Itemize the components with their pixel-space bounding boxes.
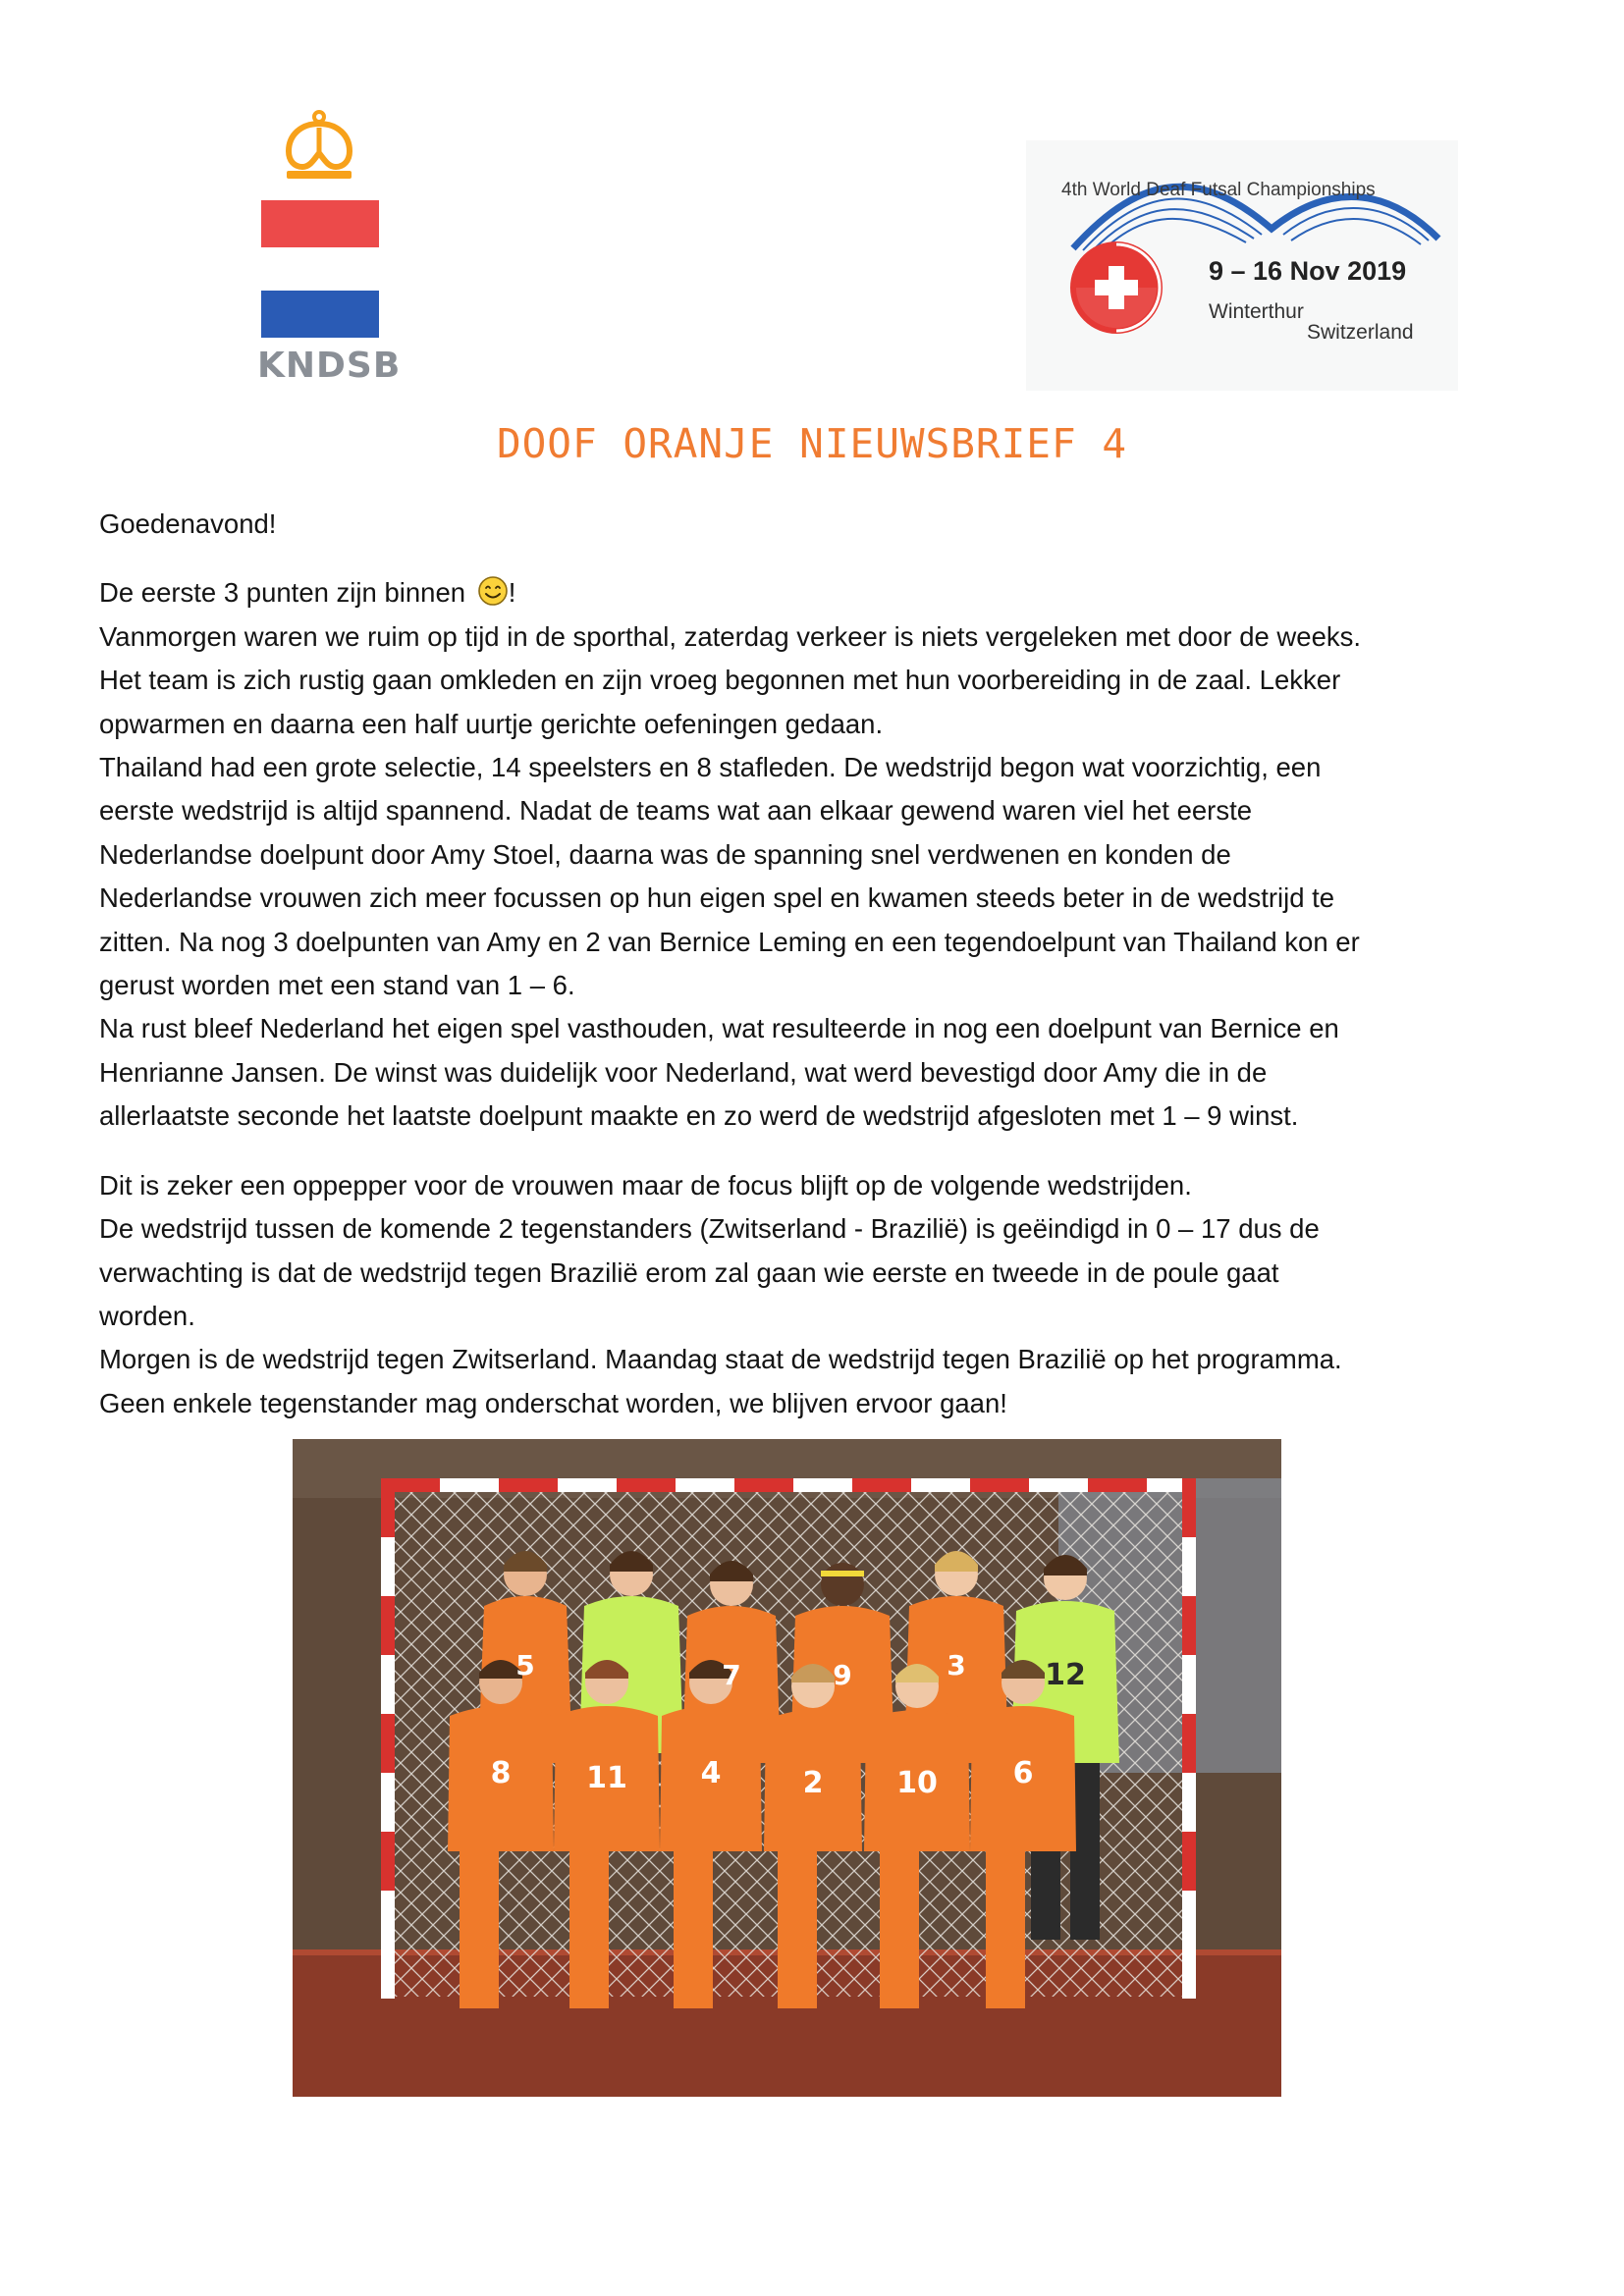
jersey-number: 3: [947, 1649, 966, 1682]
paragraph-2-line: De wedstrijd tussen de komende 2 tegenstanders (Zwitserland - Brazilië) is geëindigd in 0 – 17 dus de: [99, 1213, 1320, 1245]
jersey-number: 6: [1012, 1756, 1034, 1790]
first-line-end: !: [508, 577, 516, 609]
paragraph-1-line: zitten. Na nog 3 doelpunten van Amy en 2 van Bernice Leming en een tegendoelpunt van Thailand kon er: [99, 926, 1360, 957]
greeting: Goedenavond!: [99, 508, 277, 539]
paragraph-2-line: Morgen is de wedstrijd tegen Zwitserland. Maandag staat de wedstrijd tegen Brazilië op het programma.: [99, 1344, 1342, 1375]
paragraph-1-line: allerlaatste seconde het laatste doelpunt maakte en zo werd de wedstrijd afgesloten met 1 – 9 winst.: [99, 1100, 1299, 1132]
newsletter-title: DOOF ORANJE NIEUWSBRIEF 4: [496, 420, 1128, 467]
jersey-number: 2: [802, 1766, 824, 1800]
jersey-number: 4: [700, 1756, 722, 1790]
championship-title: 4th World Deaf Futsal Championships: [1061, 180, 1376, 200]
jersey-number: 12: [1045, 1658, 1086, 1692]
championship-country: Switzerland: [1307, 321, 1414, 344]
crown-icon: [275, 110, 363, 190]
flag-red-stripe: [261, 200, 379, 247]
newsletter-body: [99, 503, 1543, 1425]
jersey-number: 7: [722, 1659, 741, 1691]
jersey-number: 11: [586, 1761, 627, 1795]
championship-logo: [1026, 140, 1458, 391]
paragraph-2-line: Geen enkele tegenstander mag onderschat worden, we blijven ervoor gaan!: [99, 1387, 1007, 1418]
paragraph-1-line: eerste wedstrijd is altijd spannend. Nadat de teams wat aan elkaar gewend waren viel het eerste: [99, 795, 1253, 827]
jersey-number: 8: [490, 1756, 512, 1790]
paragraph-1-line: Na rust bleef Nederland het eigen spel vasthouden, wat resulteerde in nog een doelpunt van Bernice en: [99, 1013, 1339, 1044]
kndsb-logo-text: KNDSB: [257, 346, 402, 386]
smiley-icon: [477, 575, 509, 607]
paragraph-1-line: Het team is zich rustig gaan omkleden en zijn vroeg begonnen met hun voorbereiding in de zaal. Lekker: [99, 665, 1341, 696]
paragraph-1-line: opwarmen en daarna een half uurtje gerichte oefeningen gedaan.: [99, 708, 884, 739]
paragraph-2-line: Dit is zeker een oppepper voor de vrouwen maar de focus blijft op de volgende wedstrijden.: [99, 1169, 1192, 1201]
jersey-number: 5: [515, 1649, 535, 1682]
paragraph-1-line: Nederlandse vrouwen zich meer focussen op hun eigen spel en kwamen steeds beter in de wedstrijd te: [99, 882, 1335, 914]
jersey-number: 9: [833, 1659, 852, 1691]
paragraph-2-line: verwachting is dat de wedstrijd tegen Brazilië erom zal gaan wie eerste en tweede in de poule gaat: [99, 1256, 1279, 1288]
jersey-number: 10: [896, 1766, 938, 1800]
first-line-text: De eerste 3 punten zijn binnen: [99, 577, 466, 609]
paragraph-1-line: Nederlandse doelpunt door Amy Stoel, daarna was de spanning snel verdwenen en konden de: [99, 838, 1231, 870]
paragraph-1-line: Thailand had een grote selectie, 14 speelsters en 8 stafleden. De wedstrijd begon wat voorzichtig, een: [99, 752, 1322, 783]
team-photo: [293, 1439, 1281, 2097]
paragraph-2-line: worden.: [99, 1300, 195, 1331]
championship-city: Winterthur: [1209, 300, 1304, 323]
paragraph-1-line: Henrianne Jansen. De winst was duidelijk voor Nederland, wat werd bevestigd door Amy die in de: [99, 1056, 1268, 1088]
team-photo-image: [293, 1439, 1281, 2097]
championship-dates: 9 – 16 Nov 2019: [1209, 256, 1407, 286]
kndsb-logo: [257, 110, 402, 386]
paragraph-1-line: Vanmorgen waren we ruim op tijd in de sporthal, zaterdag verkeer is niets vergeleken met door de weeks.: [99, 620, 1362, 652]
paragraph-1-line: gerust worden met een stand van 1 – 6.: [99, 970, 575, 1001]
flag-blue-stripe: [261, 291, 379, 338]
paragraph-1-first-line: [99, 571, 1543, 614]
